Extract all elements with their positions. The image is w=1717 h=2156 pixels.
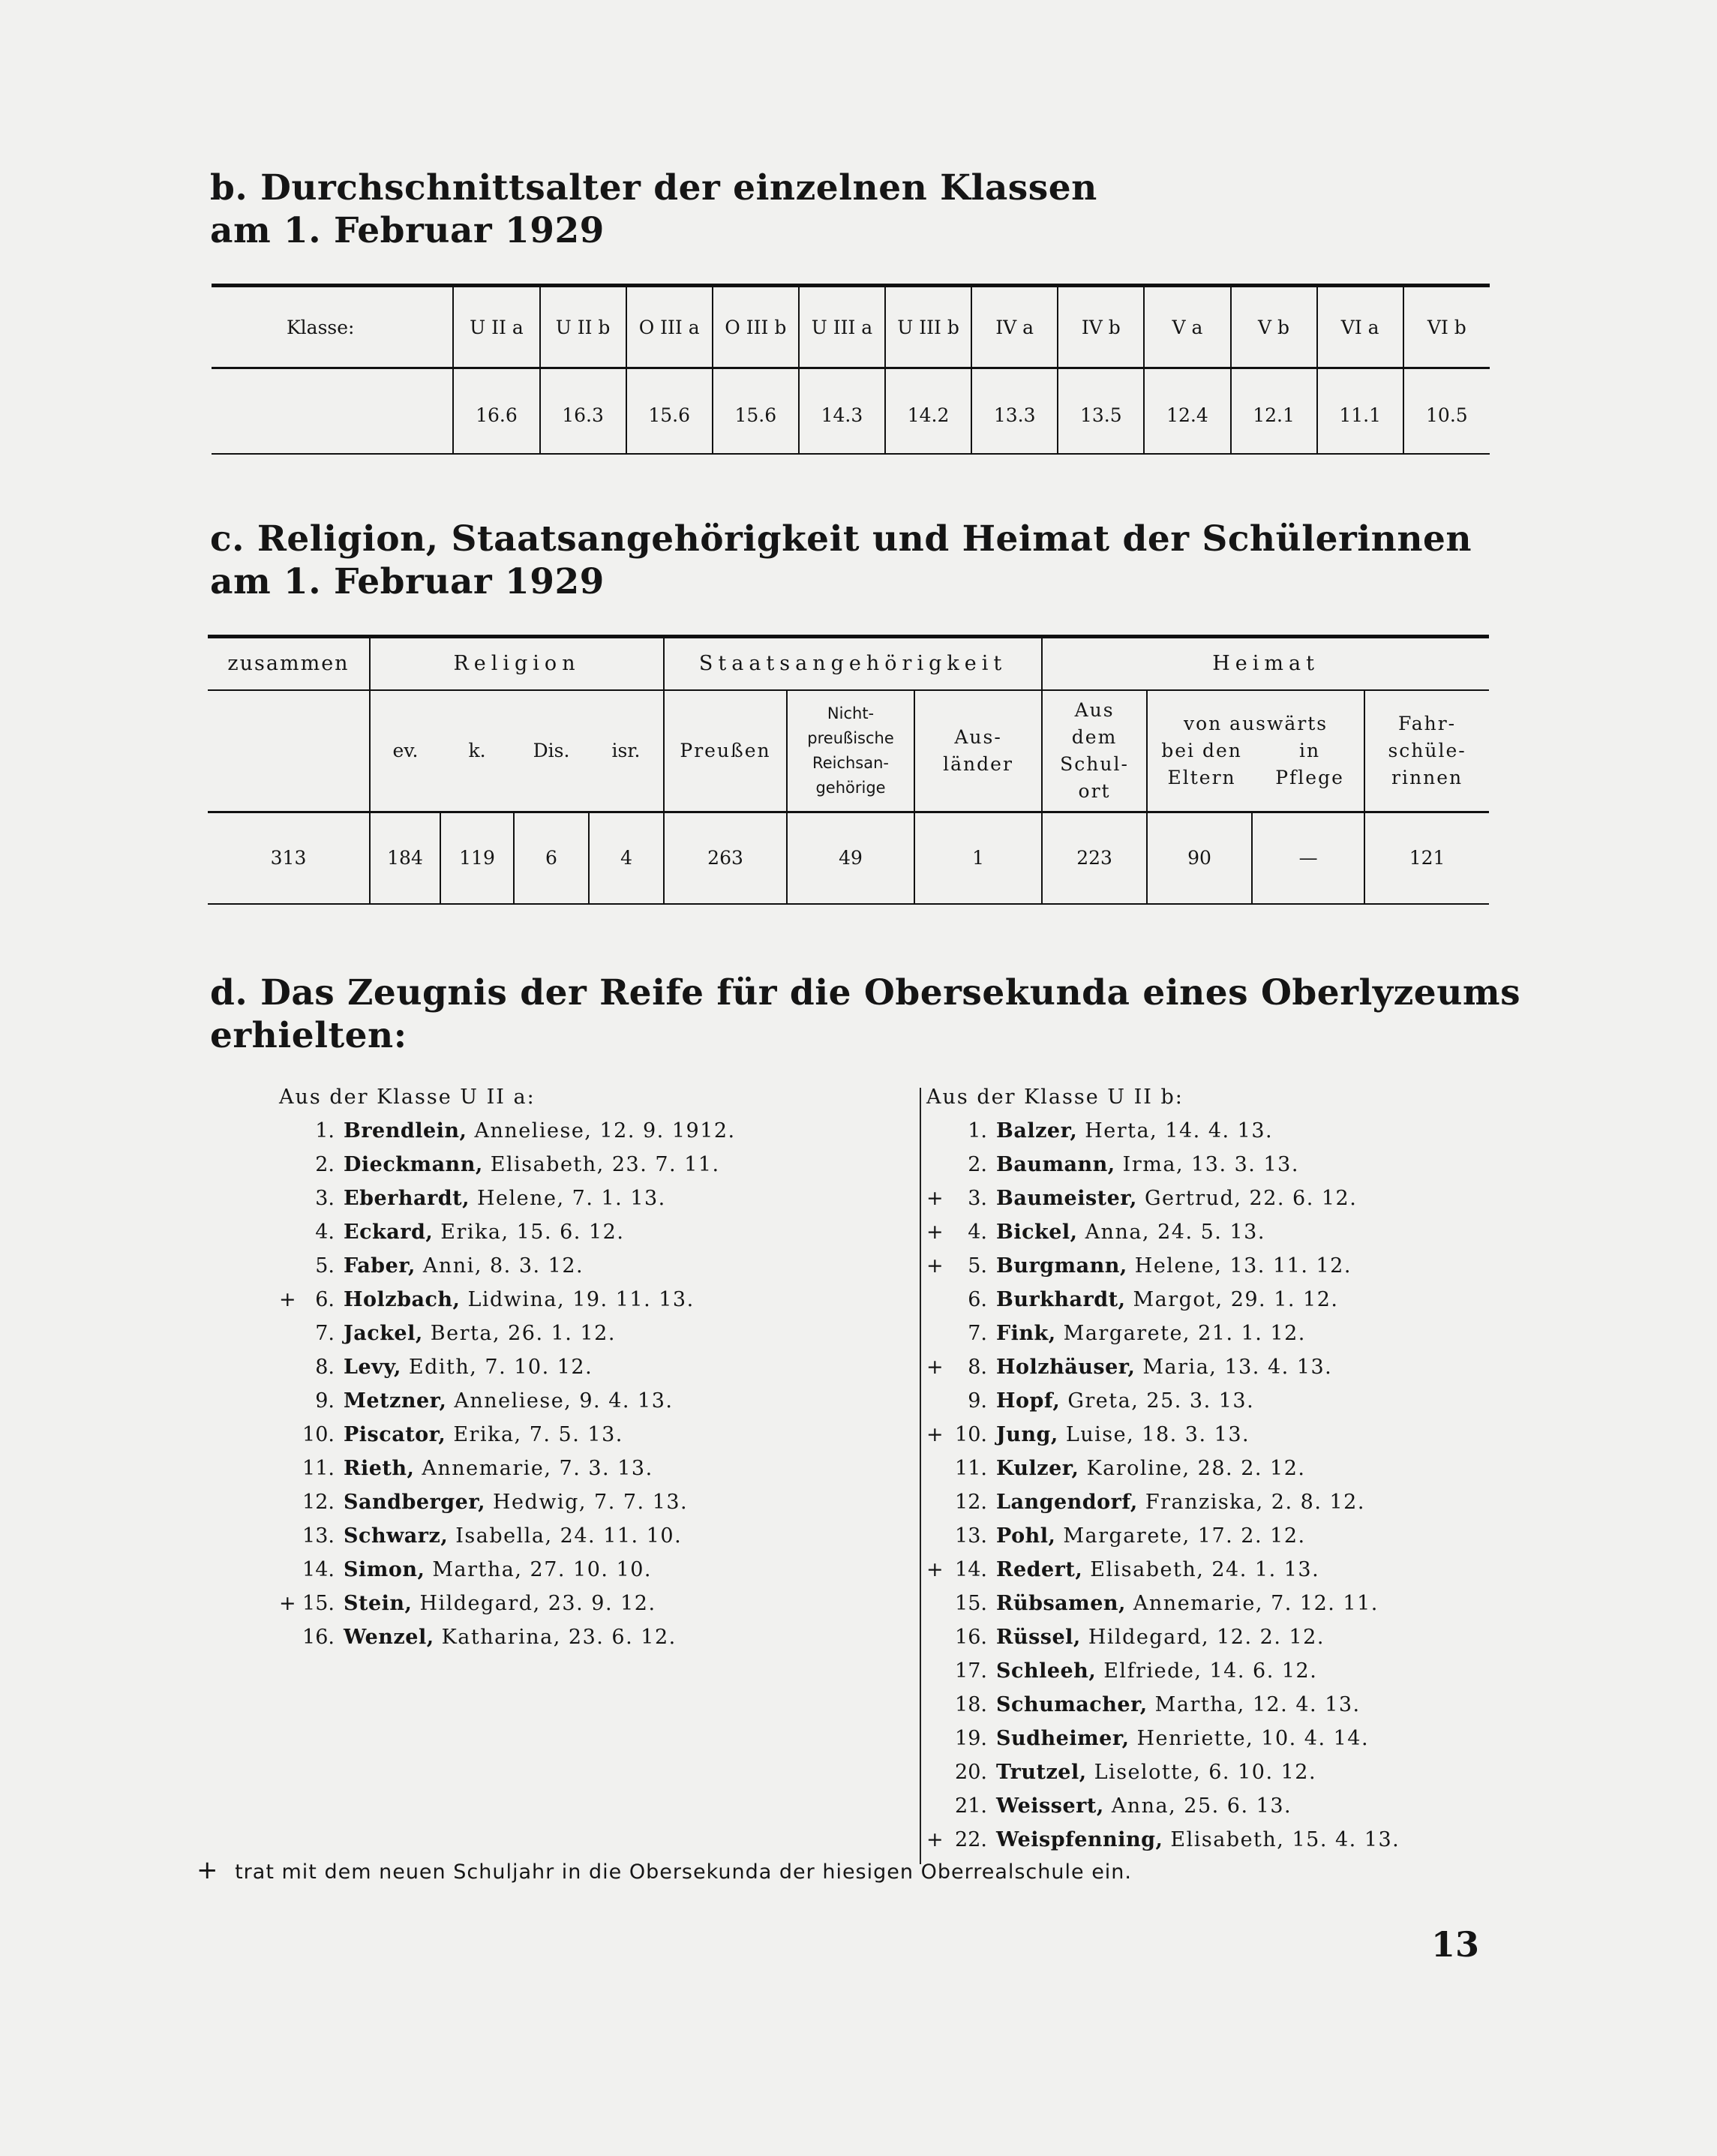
list-item [279,1418,902,1452]
list-number: 18. [955,1693,987,1716]
value-preussen: 263 [664,812,787,905]
class-header-cell: U III a [799,286,885,368]
list-number: 14. [302,1558,335,1581]
plus-marker-icon: + [197,1855,219,1885]
subhead-line: in [1299,740,1321,761]
list-number: 17. [955,1659,987,1683]
subhead-line: Pflege [1275,767,1344,788]
student-details: Anneliese, 9. 4. 13. [454,1389,674,1413]
class-header-cell: O III a [626,286,713,368]
average-age-cell: 12.1 [1231,368,1317,455]
list-item [279,1553,902,1587]
list-item [926,1249,1496,1283]
student-surname: Faber, [344,1254,416,1278]
subhead-dis: Dis. [514,690,589,812]
student-surname: Trutzel, [996,1761,1087,1784]
list-number: 2. [315,1153,335,1176]
subhead-line: länder [943,753,1013,775]
list-number: 4. [968,1221,987,1244]
student-details: Erika, 15. 6. 12. [440,1221,625,1244]
subhead-von-auswaerts [1147,690,1364,812]
subhead-line: von auswärts [1183,713,1328,734]
subhead-line: Fahr- [1398,713,1457,734]
list-number: 3. [315,1187,335,1210]
list-item [926,1148,1496,1182]
section-c-heading [210,518,1472,603]
plus-marker-icon: + [926,1356,944,1379]
student-surname: Holzhäuser, [996,1356,1136,1379]
section-d-title-line1: d. Das Zeugnis der Reife für die Obersekunda eines Oberlyzeums [210,972,1521,1013]
list-number: 8. [315,1356,335,1379]
section-c-title-line1: c. Religion, Staatsangehörigkeit und Heimat der Schülerinnen [210,518,1472,560]
list-number: 21. [955,1794,987,1818]
average-age-cell: 13.5 [1058,368,1144,455]
subhead-ev: ev. [370,690,440,812]
student-surname: Schumacher, [996,1693,1148,1716]
student-details: Annemarie, 7. 12. 11. [1133,1592,1379,1615]
class-header-cell: V b [1231,286,1317,368]
plus-marker-icon: + [279,1592,296,1615]
list-item [279,1519,902,1553]
class-header-cell: IV a [971,286,1058,368]
subhead-fahrschuelerinnen [1364,690,1489,812]
subhead-isr: isr. [589,690,664,812]
average-age-cell: 16.3 [540,368,626,455]
student-surname: Simon, [344,1558,425,1581]
list-number: 11. [955,1457,987,1480]
list-item [279,1452,902,1485]
list-item [926,1823,1496,1857]
plus-marker-icon [926,1654,949,1688]
sub-header-row [208,690,1489,812]
student-surname: Redert, [996,1558,1083,1581]
class-header-cell: IV b [1058,286,1144,368]
list-item [926,1485,1496,1519]
student-surname: Eckard, [344,1221,434,1244]
plus-marker-icon [926,1317,949,1350]
list-number: 15. [302,1592,335,1615]
list-item [279,1587,902,1620]
student-surname: Kulzer, [996,1457,1079,1480]
class-header-cell: O III b [713,286,799,368]
subhead-line: rinnen [1391,767,1463,788]
subhead-line: preußische [807,729,894,747]
list-item [926,1452,1496,1485]
student-surname: Pohl, [996,1524,1056,1548]
average-age-cell: 15.6 [626,368,713,455]
plus-marker-icon: + [279,1288,296,1311]
student-surname: Piscator, [344,1423,446,1446]
student-details: Elisabeth, 23. 7. 11. [490,1153,720,1176]
student-details: Anneliese, 12. 9. 1912. [474,1119,736,1143]
student-details: Anni, 8. 3. 12. [422,1254,584,1278]
list-number: 12. [302,1491,335,1514]
student-surname: Rübsamen, [996,1592,1126,1615]
student-surname: Weissert, [996,1794,1104,1818]
value-nicht-preussische: 49 [787,812,914,905]
value-fahrschuelerinnen: 121 [1364,812,1489,905]
list-number: 14. [955,1558,987,1581]
student-details: Maria, 13. 4. 13. [1142,1356,1333,1379]
student-list-u2a [279,1114,902,1654]
plus-marker-icon [926,1722,949,1755]
group-header-row [208,637,1489,691]
plus-marker-icon [926,1148,949,1182]
student-details: Margarete, 17. 2. 12. [1063,1524,1306,1548]
value-dis: 6 [514,812,589,905]
student-surname: Jung, [996,1423,1058,1446]
plus-marker-icon [926,1452,949,1485]
student-surname: Langendorf, [996,1491,1138,1514]
average-age-row [212,368,1490,455]
student-details: Isabella, 24. 11. 10. [455,1524,683,1548]
plus-marker-icon: + [926,1254,944,1278]
student-details: Elisabeth, 24. 1. 13. [1090,1558,1320,1581]
value-schulort: 223 [1042,812,1147,905]
plus-marker-icon [926,1519,949,1553]
student-surname: Dieckmann, [344,1153,483,1176]
list-number: 1. [315,1119,335,1143]
plus-marker-icon [926,1620,949,1654]
student-surname: Levy, [344,1356,401,1379]
value-ev: 184 [370,812,440,905]
subhead-line: bei den [1161,740,1242,761]
section-b-title-line1: b. Durchschnittsalter der einzelnen Klassen [210,167,1097,209]
list-number: 7. [968,1322,987,1345]
value-auslaender: 1 [914,812,1042,905]
student-details: Hildegard, 12. 2. 12. [1088,1626,1325,1649]
student-details: Irma, 13. 3. 13. [1122,1153,1299,1176]
class-label: Klasse: [212,286,453,368]
student-details: Elfriede, 14. 6. 12. [1103,1659,1318,1683]
subhead-preussen: Preußen [664,690,787,812]
student-surname: Jackel, [344,1322,423,1345]
footnote-text: trat mit dem neuen Schuljahr in die Obersekunda der hiesigen Oberrealschule ein. [235,1860,1133,1884]
student-surname: Sandberger, [344,1491,486,1514]
list-item [926,1587,1496,1620]
average-age-cell: 14.2 [885,368,971,455]
student-details: Gertrud, 22. 6. 12. [1144,1187,1358,1210]
list-number: 5. [315,1254,335,1278]
plus-marker-icon: + [926,1558,944,1581]
subhead-line: dem [1071,726,1118,748]
list-number: 10. [302,1423,335,1446]
section-c-title-line2: am 1. Februar 1929 [210,561,605,602]
list-item [926,1620,1496,1654]
list-number: 20. [955,1761,987,1784]
student-surname: Burgmann, [996,1254,1127,1278]
class-header-cell: V a [1144,286,1230,368]
footnote [197,1855,1132,1885]
subhead-line: Aus- [954,726,1002,748]
student-details: Anna, 25. 6. 13. [1111,1794,1292,1818]
subhead-split [1148,737,1364,791]
average-age-cell: 15.6 [713,368,799,455]
list-item [926,1755,1496,1789]
list-item [926,1519,1496,1553]
list-number: 9. [315,1389,335,1413]
student-surname: Brendlein, [344,1119,467,1143]
plus-marker-icon: + [926,1423,944,1446]
student-surname: Rüssel, [996,1626,1081,1649]
student-surname: Baumeister, [996,1187,1137,1210]
value-zusammen: 313 [270,847,307,869]
list-item [279,1283,902,1317]
subhead-in-pflege [1256,737,1364,791]
list-number: 10. [955,1423,987,1446]
group-zusammen: zusammen [208,637,370,691]
value-k: 119 [440,812,514,905]
list-item [279,1249,902,1283]
list-number: 4. [315,1221,335,1244]
class-header-cell: U II a [453,286,539,368]
values-row [208,812,1489,905]
column-divider [920,1088,921,1864]
student-surname: Balzer, [996,1119,1078,1143]
page-number: 13 [1431,1924,1480,1965]
plus-marker-icon [926,1755,949,1789]
list-number: 8. [968,1356,987,1379]
subhead-line: gehörige [815,779,886,797]
student-surname: Eberhardt, [344,1187,470,1210]
student-list-u2b [926,1114,1496,1857]
list-number: 11. [302,1457,335,1480]
plus-marker-icon [926,1688,949,1722]
average-age-table [212,284,1490,455]
plus-marker-icon [926,1283,949,1317]
list-item [926,1283,1496,1317]
student-surname: Wenzel, [344,1626,434,1649]
average-age-cell: 10.5 [1403,368,1490,455]
student-surname: Fink, [996,1322,1056,1345]
value-bei-den-eltern: 90 [1147,812,1252,905]
class-header-cell: VI a [1317,286,1403,368]
class-header-row [212,286,1490,368]
list-number: 13. [955,1524,987,1548]
religion-citizenship-table [208,635,1489,905]
student-details: Annemarie, 7. 3. 13. [422,1457,653,1480]
subhead-line: Schul- [1060,753,1129,775]
list-number: 7. [315,1322,335,1345]
list-item [926,1384,1496,1418]
list-number: 2. [968,1153,987,1176]
subhead-schulort [1042,690,1147,812]
list-item [926,1722,1496,1755]
list-number: 6. [968,1288,987,1311]
list-item [279,1384,902,1418]
group-staatsangehoerigkeit: Staatsangehörigkeit [664,637,1042,691]
student-surname: Metzner, [344,1389,447,1413]
student-details: Henriette, 10. 4. 14. [1136,1727,1370,1750]
list-item [926,1215,1496,1249]
student-details: Elisabeth, 15. 4. 13. [1170,1828,1400,1851]
student-details: Hildegard, 23. 9. 12. [419,1592,656,1615]
student-details: Erika, 7. 5. 13. [453,1423,623,1446]
list-item [926,1654,1496,1688]
student-surname: Baumann, [996,1153,1115,1176]
list-caption-u2a: Aus der Klasse U II a: [279,1086,536,1109]
list-item [926,1182,1496,1215]
student-surname: Stein, [344,1592,413,1615]
student-details: Edith, 7. 10. 12. [408,1356,593,1379]
list-number: 5. [968,1254,987,1278]
plus-marker-icon [926,1114,949,1148]
subhead-nicht-preussische [787,690,914,812]
average-age-cell: 11.1 [1317,368,1403,455]
student-details: Hedwig, 7. 7. 13. [493,1491,689,1514]
plus-marker-icon: + [926,1187,944,1210]
student-surname: Hopf, [996,1389,1061,1413]
subhead-line: Reichsan- [812,754,890,772]
plus-marker-icon [926,1587,949,1620]
list-number: 19. [955,1727,987,1750]
list-item [926,1114,1496,1148]
student-surname: Schleeh, [996,1659,1097,1683]
list-item [279,1485,902,1519]
average-age-cell: 13.3 [971,368,1058,455]
student-details: Margot, 29. 1. 12. [1133,1288,1339,1311]
value-isr: 4 [589,812,664,905]
empty-cell [212,368,453,455]
subhead-line: Aus [1074,699,1115,721]
list-item [926,1317,1496,1350]
plus-marker-icon [926,1384,949,1418]
list-item [926,1688,1496,1722]
list-number: 3. [968,1187,987,1210]
subhead-line: Nicht- [827,704,875,722]
list-item [279,1317,902,1350]
list-class-u2a [279,1080,902,1654]
class-header-cell: VI b [1403,286,1490,368]
student-surname: Schwarz, [344,1524,449,1548]
student-details: Anna, 24. 5. 13. [1085,1221,1265,1244]
list-number: 16. [955,1626,987,1649]
average-age-cell: 14.3 [799,368,885,455]
list-item [279,1620,902,1654]
list-item [926,1553,1496,1587]
student-details: Berta, 26. 1. 12. [430,1322,616,1345]
list-item [279,1350,902,1384]
student-surname: Rieth, [344,1457,415,1480]
list-number: 22. [955,1828,987,1851]
list-item [926,1350,1496,1384]
student-details: Lidwina, 19. 11. 13. [467,1288,695,1311]
subhead-line: Eltern [1167,767,1236,788]
class-header-cell: U III b [885,286,971,368]
student-surname: Sudheimer, [996,1727,1130,1750]
student-details: Luise, 18. 3. 13. [1065,1423,1250,1446]
subhead-k: k. [440,690,514,812]
subhead-auslaender [914,690,1042,812]
plus-marker-icon [926,1789,949,1823]
student-surname: Weispfenning, [996,1828,1163,1851]
subhead-line: schüle- [1388,740,1466,761]
value-in-pflege: — [1252,812,1364,905]
list-item [926,1418,1496,1452]
empty-cell [208,690,370,812]
student-surname: Bickel, [996,1221,1078,1244]
group-heimat: Heimat [1042,637,1489,691]
section-d-title-line2: erhielten: [210,1015,407,1056]
list-number: 1. [968,1119,987,1143]
list-item [279,1114,902,1148]
student-details: Martha, 27. 10. 10. [432,1558,653,1581]
plus-marker-icon: + [926,1828,944,1851]
student-details: Greta, 25. 3. 13. [1067,1389,1255,1413]
student-details: Helene, 13. 11. 12. [1134,1254,1352,1278]
student-surname: Burkhardt, [996,1288,1126,1311]
section-b-title-line2: am 1. Februar 1929 [210,210,605,251]
list-number: 16. [302,1626,335,1649]
list-item [926,1789,1496,1823]
student-details: Martha, 12. 4. 13. [1154,1693,1361,1716]
plus-marker-icon: + [926,1221,944,1244]
list-caption-u2b: Aus der Klasse U II b: [926,1086,1184,1109]
average-age-cell: 12.4 [1144,368,1230,455]
student-details: Katharina, 23. 6. 12. [441,1626,677,1649]
list-class-u2b [926,1080,1496,1857]
list-item [279,1148,902,1182]
list-number: 13. [302,1524,335,1548]
list-number: 12. [955,1491,987,1514]
list-number: 6. [315,1288,335,1311]
student-details: Herta, 14. 4. 13. [1085,1119,1274,1143]
student-details: Liselotte, 6. 10. 12. [1094,1761,1317,1784]
student-surname: Holzbach, [344,1288,461,1311]
subhead-bei-den-eltern [1148,737,1256,791]
student-details: Karoline, 28. 2. 12. [1086,1457,1306,1480]
group-religion: Religion [370,637,664,691]
section-b-heading [210,167,1097,252]
list-number: 15. [955,1592,987,1615]
plus-marker-icon [926,1485,949,1519]
subhead-line: ort [1078,780,1111,802]
student-details: Franziska, 2. 8. 12. [1145,1491,1365,1514]
average-age-cell: 16.6 [453,368,539,455]
list-item [279,1182,902,1215]
section-d-heading [210,971,1520,1057]
student-details: Margarete, 21. 1. 12. [1063,1322,1306,1345]
student-details: Helene, 7. 1. 13. [476,1187,666,1210]
list-item [279,1215,902,1249]
list-number: 9. [968,1389,987,1413]
class-header-cell: U II b [540,286,626,368]
